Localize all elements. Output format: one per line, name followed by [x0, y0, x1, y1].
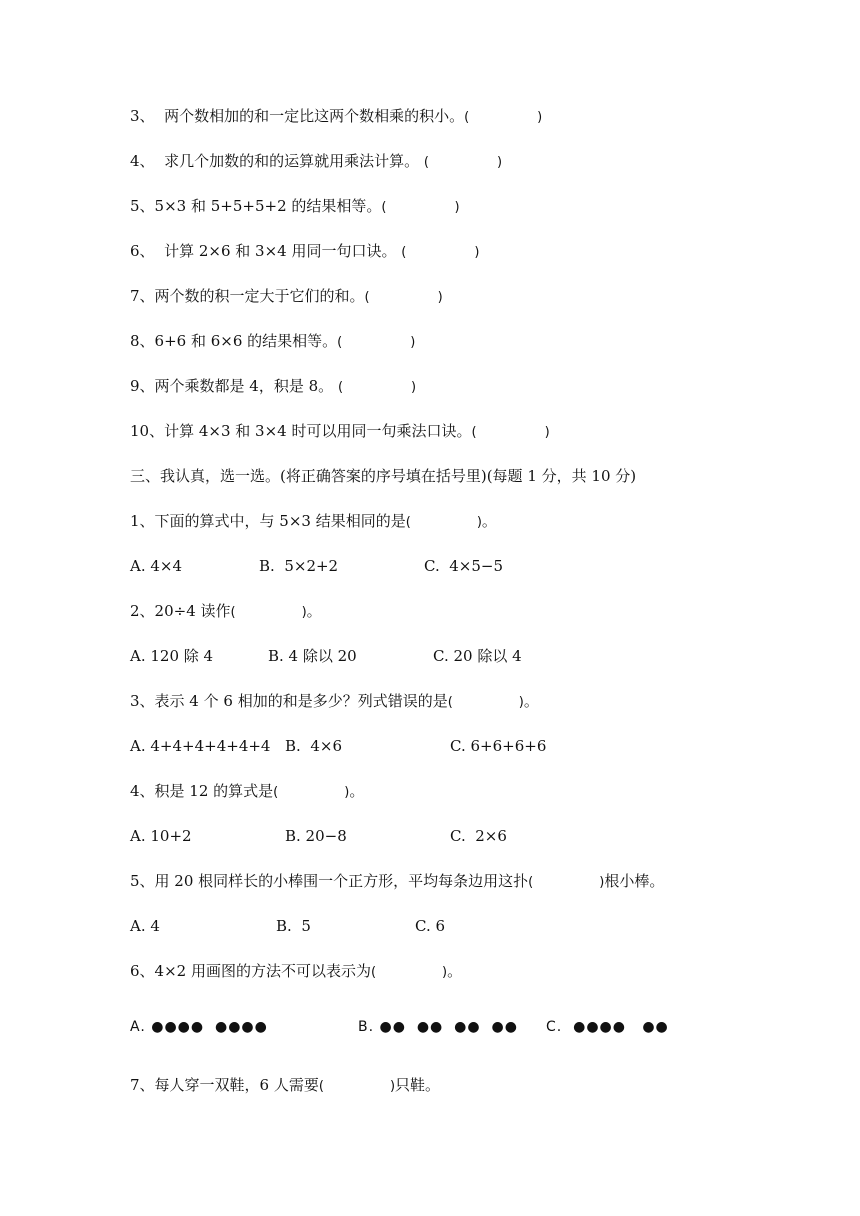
option-a: A. 120 除 4	[130, 647, 214, 665]
judge-item-6: 6、 计算 2×6 和 3×4 用同一句口诀。 ( )	[130, 242, 480, 260]
choice-question-7: 7、每人穿一双鞋，6 人需要( )只鞋。	[130, 1076, 441, 1094]
option-a: A. 4+4+4+4+4+4	[130, 737, 271, 755]
option-a: A. 4	[130, 917, 160, 935]
option-a: A. 4×4	[130, 557, 183, 575]
judge-item-4: 4、 求几个加数的和的运算就用乘法计算。 ( )	[130, 152, 503, 170]
judge-item-10: 10、计算 4×3 和 3×4 时可以用同一句乘法口诀。( )	[130, 422, 550, 440]
option-b: B. 20−8	[285, 827, 347, 845]
choice-question-3: 3、表示 4 个 6 相加的和是多少？列式错误的是( )。	[130, 692, 539, 710]
option-b: B. 4×6	[285, 737, 342, 755]
option-c: C. 4×5−5	[424, 557, 504, 575]
option-c: C. 20 除以 4	[433, 647, 522, 665]
option-c: C. 2×6	[450, 827, 507, 845]
option-b-dot-diagram: B. ●● ●● ●● ●●	[358, 1019, 518, 1035]
judge-item-8: 8、6+6 和 6×6 的结果相等。( )	[130, 332, 416, 350]
section-3-heading: 三、我认真，选一选。(将正确答案的序号填在括号里)(每题 1 分，共 10 分)	[130, 467, 637, 485]
option-b: B. 5×2+2	[259, 557, 339, 575]
choice-question-1: 1、下面的算式中，与 5×3 结果相同的是( )。	[130, 512, 497, 530]
option-b: B. 4 除以 20	[268, 647, 357, 665]
option-b: B. 5	[276, 917, 311, 935]
choice-question-5: 5、用 20 根同样长的小棒围一个正方形，平均每条边用这扑( )根小棒。	[130, 872, 665, 890]
judge-item-9: 9、两个乘数都是 4，积是 8。 ( )	[130, 377, 417, 395]
judge-item-7: 7、两个数的积一定大于它们的和。( )	[130, 287, 443, 305]
judge-item-3: 3、 两个数相加的和一定比这两个数相乘的积小。( )	[130, 107, 543, 125]
choice-question-2: 2、20÷4 读作( )。	[130, 602, 322, 620]
option-c-dot-diagram: C. ●●●● ●●	[546, 1019, 669, 1035]
choice-question-4: 4、积是 12 的算式是( )。	[130, 782, 365, 800]
option-c: C. 6+6+6+6	[450, 737, 547, 755]
choice-question-6: 6、4×2 用画图的方法不可以表示为( )。	[130, 962, 463, 980]
option-a-dot-diagram: A. ●●●● ●●●●	[130, 1019, 268, 1035]
option-a: A. 10+2	[130, 827, 192, 845]
option-c: C. 6	[415, 917, 446, 935]
judge-item-5: 5、5×3 和 5+5+5+2 的结果相等。( )	[130, 197, 460, 215]
